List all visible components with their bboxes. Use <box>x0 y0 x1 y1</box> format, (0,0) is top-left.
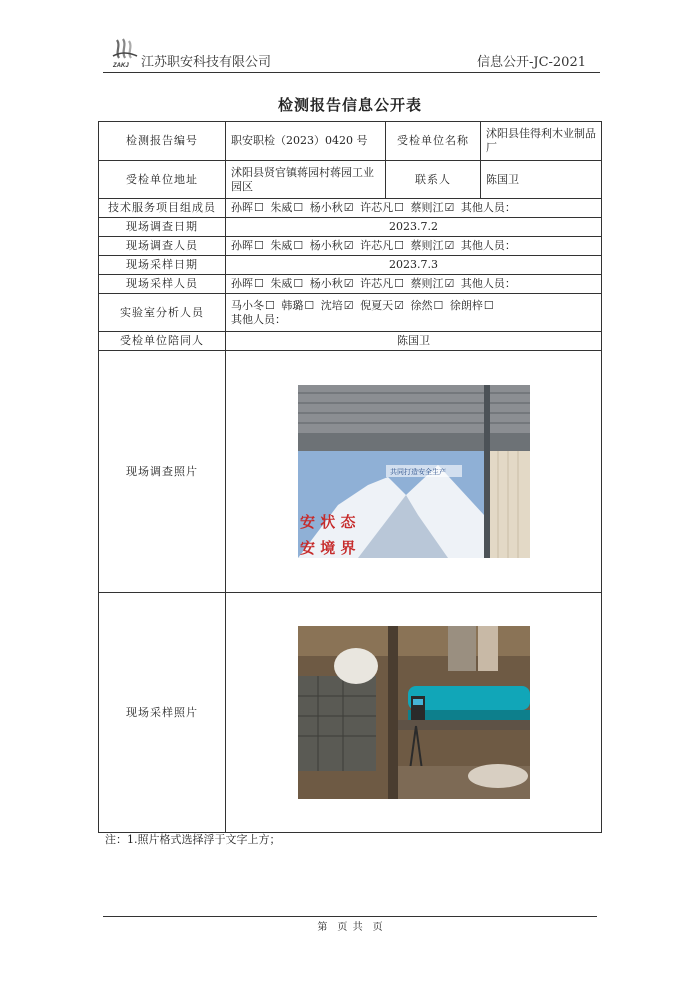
checkbox-icon[interactable]: ☑ <box>343 277 354 290</box>
checkbox-icon[interactable]: ☐ <box>254 239 264 252</box>
table-row <box>99 218 602 237</box>
table-row <box>99 593 602 833</box>
page-header <box>103 36 600 73</box>
sampling-photo-label: 现场采样照片 <box>99 593 226 833</box>
checkbox-icon[interactable]: ☑ <box>444 277 455 290</box>
page-title: 检测报告信息公开表 <box>277 96 422 114</box>
survey-staff: 孙晖☐ 朱威☐ 杨小秋☑ 许芯凡☐ 蔡则江☑ 其他人员： <box>226 237 602 256</box>
company-name: 江苏职安科技有限公司 <box>141 55 272 70</box>
checkbox-icon[interactable]: ☑ <box>444 201 455 214</box>
svg-text:安 状 态: 安 状 态 <box>299 513 355 531</box>
checkbox-icon[interactable]: ☐ <box>293 239 304 252</box>
contact-value: 陈国卫 <box>481 161 602 199</box>
checkbox-icon[interactable]: ☑ <box>394 298 404 312</box>
escort-label: 受检单位陪同人 <box>99 332 226 351</box>
checkbox-icon[interactable]: ☐ <box>293 277 304 290</box>
document-number: 信息公开-JC-2021 <box>476 55 586 70</box>
unit-name-value: 沭阳县佳得利木业制品厂 <box>481 122 602 161</box>
escort-value: 陈国卫 <box>226 332 602 351</box>
survey-date-value: 2023.7.2 <box>226 218 602 237</box>
footer-divider <box>103 916 597 917</box>
checkbox-icon[interactable]: ☑ <box>343 239 354 252</box>
page-counter: 第 页 共 页 <box>317 922 383 933</box>
survey-photo <box>298 385 530 558</box>
info-table <box>98 121 602 833</box>
lab-staff-label: 实验室分析人员 <box>99 294 226 332</box>
address-label: 受检单位地址 <box>99 161 226 199</box>
team-label: 技术服务项目组成员 <box>99 199 226 218</box>
table-row <box>99 161 602 199</box>
sampling-staff-label: 现场采样人员 <box>99 275 226 294</box>
checkbox-icon[interactable]: ☐ <box>394 201 404 214</box>
sampling-staff: 孙晖☐ 朱威☐ 杨小秋☑ 许芯凡☐ 蔡则江☑ 其他人员： <box>226 275 602 294</box>
checkbox-icon[interactable]: ☐ <box>265 298 275 312</box>
survey-date-label: 现场调查日期 <box>99 218 226 237</box>
checkbox-icon[interactable]: ☐ <box>394 277 404 290</box>
checkbox-icon[interactable]: ☐ <box>304 298 315 312</box>
contact-label: 联系人 <box>386 161 481 199</box>
checkbox-icon[interactable]: ☐ <box>254 277 264 290</box>
sampling-date-value: 2023.7.3 <box>226 256 602 275</box>
table-row <box>99 275 602 294</box>
lab-others: 其他人员： <box>231 312 286 326</box>
table-row <box>99 122 602 161</box>
checkbox-icon[interactable]: ☑ <box>343 201 354 214</box>
svg-text:共同打造安全生产: 共同打造安全生产 <box>389 468 446 476</box>
lab-staff: 马小冬☐ 韩璐☐ 沈培☑ 倪夏天☑ 徐然☐ 徐朗梓☐ 其他人员： <box>226 294 602 332</box>
checkbox-icon[interactable]: ☐ <box>293 201 304 214</box>
survey-staff-label: 现场调查人员 <box>99 237 226 256</box>
report-no-value: 职安职检（2023）0420 号 <box>226 122 386 161</box>
table-row <box>99 199 602 218</box>
footnote: 注：1.照片格式选择浮于文字上方； <box>105 833 281 846</box>
table-row <box>99 294 602 332</box>
company-logo <box>107 36 141 70</box>
unit-name-label: 受检单位名称 <box>386 122 481 161</box>
sampling-photo <box>298 626 530 799</box>
address-value: 沭阳县贤官镇蒋园村蒋园工业园区 <box>226 161 386 199</box>
sampling-date-label: 现场采样日期 <box>99 256 226 275</box>
report-no-label: 检测报告编号 <box>99 122 226 161</box>
checkbox-icon[interactable]: ☐ <box>433 298 444 312</box>
checkbox-icon[interactable]: ☑ <box>343 298 354 312</box>
table-row <box>99 351 602 593</box>
checkbox-icon[interactable]: ☑ <box>444 239 455 252</box>
checkbox-icon[interactable]: ☐ <box>483 298 494 312</box>
team-members: 孙晖☐ 朱威☐ 杨小秋☑ 许芯凡☐ 蔡则江☑ 其他人员： <box>226 199 602 218</box>
table-row <box>99 237 602 256</box>
svg-text:ZAKJ: ZAKJ <box>113 63 129 69</box>
checkbox-icon[interactable]: ☐ <box>254 201 264 214</box>
survey-photo-cell <box>226 351 602 593</box>
checkbox-icon[interactable]: ☐ <box>394 239 404 252</box>
table-row <box>99 256 602 275</box>
svg-text:安 境 界: 安 境 界 <box>299 539 355 557</box>
survey-photo-label: 现场调查照片 <box>99 351 226 593</box>
sampling-photo-cell <box>226 593 602 833</box>
table-row <box>99 332 602 351</box>
